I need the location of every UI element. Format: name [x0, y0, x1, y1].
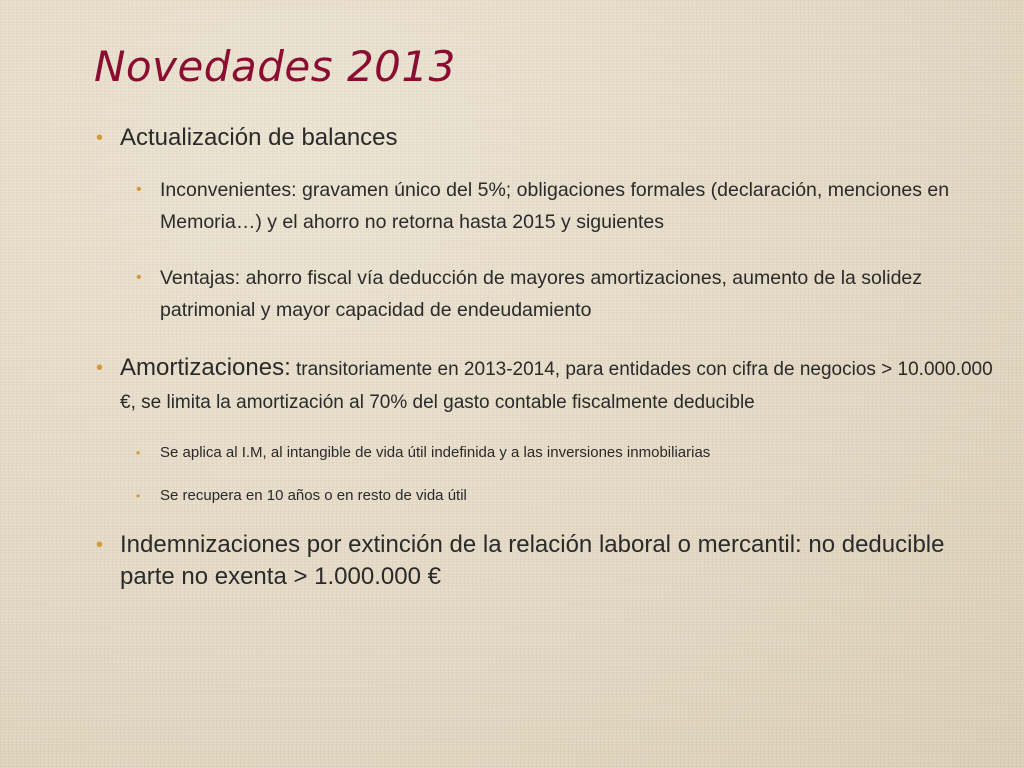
bullet-text: transitoriamente en 2013-2014, para entidades con cifra de negocios > 10.000.000 €, se limita la amortización al 70% del gasto contable fiscalmente deducible [120, 359, 993, 413]
slide-content [96, 118, 996, 593]
bullet-text: Indemnizaciones por extinción de la relación laboral o mercantil: no deducible parte no exenta > 1.000.000 € [120, 531, 945, 590]
sub-bullet-text: Se recupera en 10 años o en resto de vida útil [160, 487, 467, 504]
sub-bullet-inconvenientes [136, 174, 996, 238]
sub-bullet-text: Inconvenientes: gravamen único del 5%; obligaciones formales (declaración, menciones en Memoria…) y el ahorro no retorna hasta 2015 y siguientes [160, 179, 950, 233]
bullet-dot-icon: • [136, 269, 142, 286]
bullet-lead: Amortizaciones: [120, 354, 291, 381]
sub-bullet-ventajas [136, 262, 996, 326]
bullet-dot-icon: • [96, 534, 104, 556]
bullet-dot-icon: • [136, 489, 141, 503]
bullet-indemnizaciones [96, 529, 996, 593]
sub-bullet-text: Se aplica al I.M, al intangible de vida útil indefinida y a las inversiones inmobiliarias [160, 444, 711, 461]
bullet-text: Actualización de balances [120, 124, 398, 151]
sub-bullet-aplica [136, 442, 996, 464]
bullet-dot-icon: • [96, 357, 104, 379]
bullet-amortizaciones [96, 352, 996, 418]
bullet-dot-icon: • [136, 181, 142, 198]
bullet-actualizacion [96, 122, 996, 154]
bullet-dot-icon: • [136, 446, 141, 460]
sub-bullet-recupera [136, 485, 996, 507]
slide-title: Novedades 2013 [94, 42, 456, 91]
bullet-dot-icon: • [96, 127, 104, 149]
sub-bullet-text: Ventajas: ahorro fiscal vía deducción de mayores amortizaciones, aumento de la solidez patrimonial y mayor capacidad de endeudamiento [160, 267, 923, 321]
